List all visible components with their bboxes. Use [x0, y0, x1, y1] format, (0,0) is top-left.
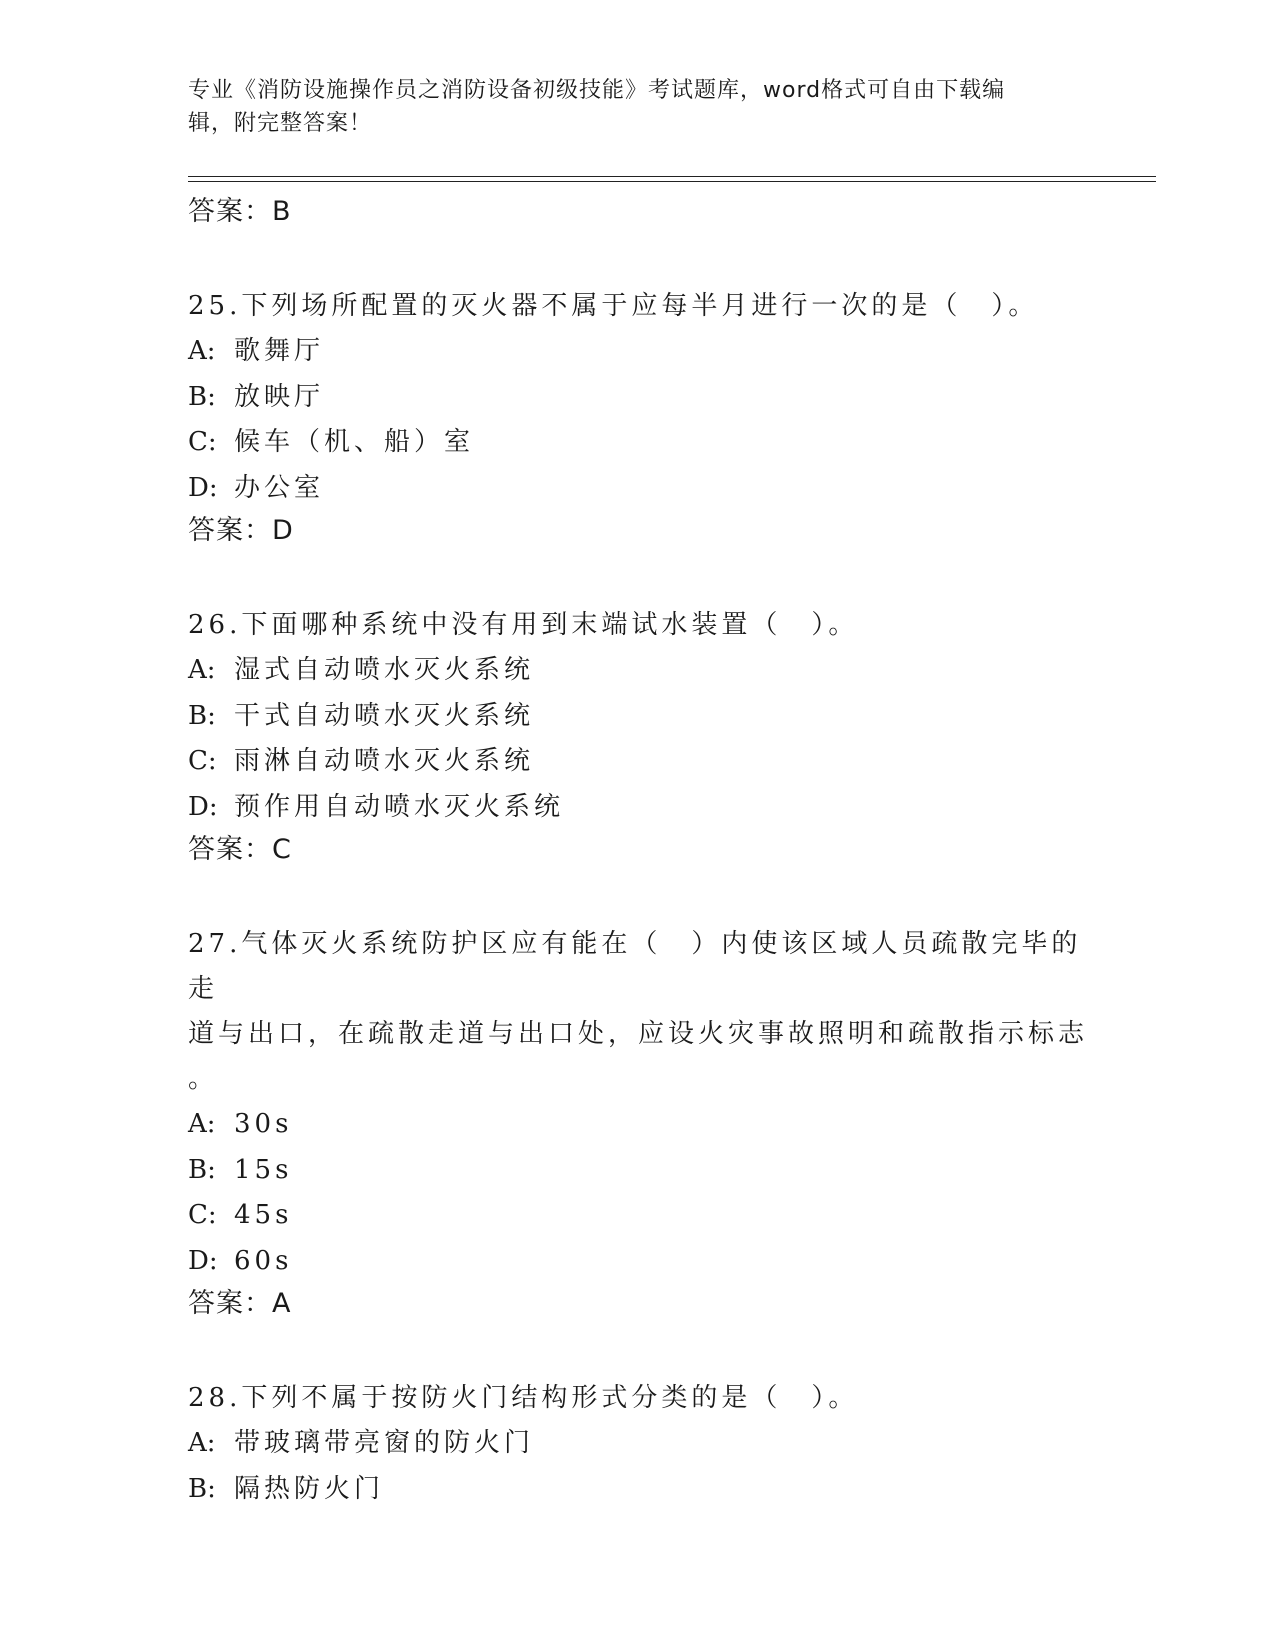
- option-text: 预作用自动喷水灭火系统: [234, 791, 565, 822]
- option-b: [188, 1467, 1088, 1513]
- option-letter: C:: [188, 1200, 217, 1230]
- option-a: [188, 648, 1088, 694]
- option-text: 办公室: [234, 472, 325, 503]
- question-26: [188, 603, 1088, 870]
- question-25: [188, 284, 1088, 551]
- option-d: [188, 785, 1088, 831]
- option-text: 候车（机、船）室: [234, 427, 475, 457]
- question-list: [188, 192, 1088, 1512]
- option-letter: B:: [188, 1473, 216, 1504]
- header-line-2: 辑，附完整答案！: [188, 111, 373, 136]
- option-a: [188, 1421, 1088, 1467]
- document-header: [188, 74, 1088, 140]
- option-letter: A:: [188, 336, 216, 366]
- option-c: [188, 1193, 1088, 1239]
- option-text: 60s: [234, 1245, 293, 1276]
- question-stem-line-1: 27.气体灭火系统防护区应有能在（ ）内使该区域人员疏散完毕的走: [188, 929, 1082, 1004]
- option-text: 歌舞厅: [234, 336, 325, 366]
- option-a: [188, 1102, 1088, 1148]
- option-letter: D:: [188, 791, 218, 822]
- question-28: [188, 1376, 1088, 1512]
- option-text: 放映厅: [234, 381, 325, 412]
- question-stem: 25.下列场所配置的灭火器不属于应每半月进行一次的是（ ）。: [188, 291, 1039, 321]
- option-text: 湿式自动喷水灭火系统: [234, 655, 535, 685]
- option-text: 15s: [234, 1154, 293, 1185]
- option-letter: D:: [188, 472, 218, 503]
- option-b: [188, 375, 1088, 421]
- option-text: 30s: [234, 1109, 293, 1139]
- option-letter: B:: [188, 1154, 216, 1185]
- question-stem-line-2: 道与出口，在疏散走道与出口处，应设火灾事故照明和疏散指示标志: [188, 1019, 1089, 1049]
- option-letter: B:: [188, 381, 216, 412]
- option-text: 干式自动喷水灭火系统: [234, 700, 535, 731]
- option-c: [188, 739, 1088, 785]
- option-letter: C:: [188, 746, 217, 776]
- header-divider-top: [188, 176, 1156, 177]
- answer-line: 答案：A: [188, 1288, 292, 1319]
- option-d: [188, 466, 1088, 512]
- header-line-1: 专业《消防设施操作员之消防设备初级技能》考试题库，word格式可自由下载编: [188, 78, 1006, 103]
- option-letter: B:: [188, 700, 216, 731]
- option-text: 45s: [234, 1200, 293, 1230]
- option-text: 带玻璃带亮窗的防火门: [234, 1428, 535, 1458]
- option-c: [188, 420, 1088, 466]
- question-stem: 28.下列不属于按防火门结构形式分类的是（ ）。: [188, 1383, 859, 1413]
- option-text: 雨淋自动喷水灭火系统: [234, 746, 535, 776]
- option-letter: A:: [188, 655, 216, 685]
- option-letter: A:: [188, 1428, 216, 1458]
- option-letter: A:: [188, 1109, 216, 1139]
- option-b: [188, 1148, 1088, 1194]
- question-stem: 26.下面哪种系统中没有用到末端试水装置（ ）。: [188, 610, 859, 640]
- option-letter: C:: [188, 427, 217, 457]
- option-letter: D:: [188, 1245, 218, 1276]
- header-divider-bottom: [188, 181, 1156, 182]
- option-d: [188, 1239, 1088, 1285]
- option-text: 隔热防火门: [234, 1473, 385, 1504]
- option-a: [188, 329, 1088, 375]
- answer-line: 答案：C: [188, 834, 292, 865]
- answer-line: 答案：D: [188, 515, 294, 546]
- option-b: [188, 694, 1088, 740]
- answer-line: 答案：B: [188, 196, 292, 227]
- question-27: [188, 922, 1088, 1324]
- question-stem-line-3: 。: [188, 1064, 219, 1094]
